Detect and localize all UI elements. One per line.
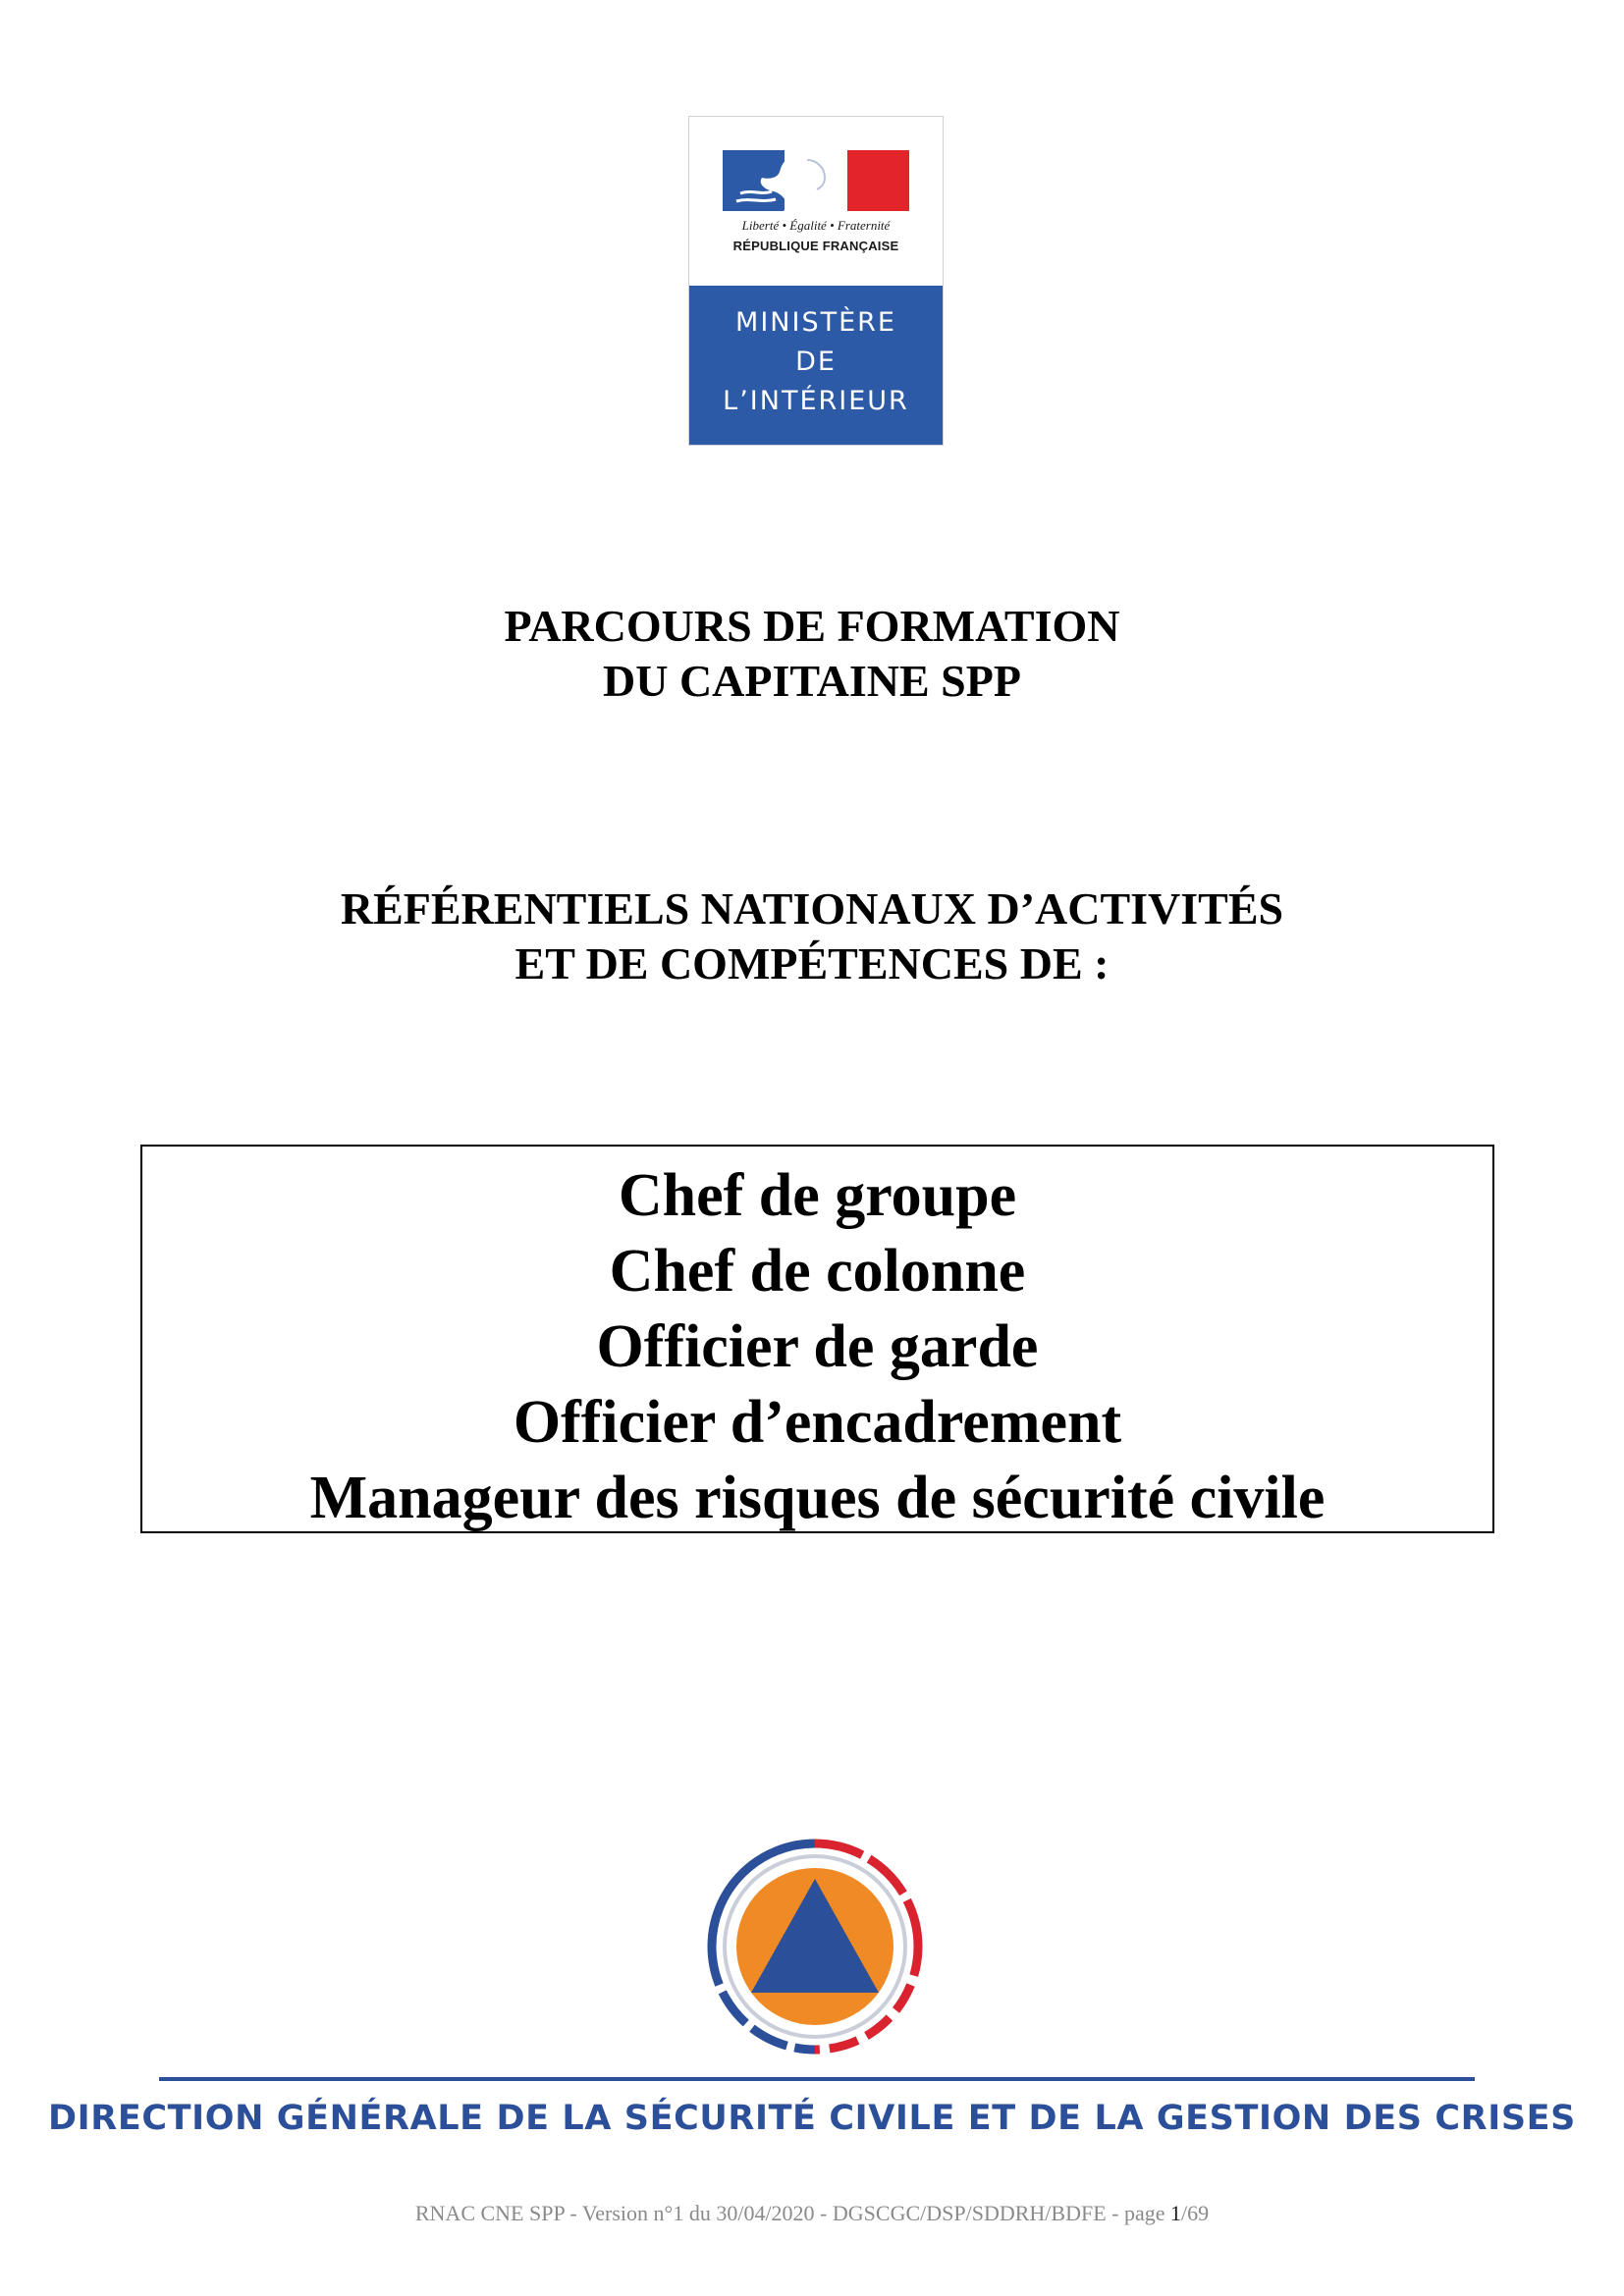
role-item: Chef de groupe: [618, 1162, 1017, 1229]
role-item: Officier de garde: [596, 1313, 1039, 1380]
direction-rule: [159, 2077, 1475, 2081]
roles-list: [142, 1158, 1492, 1536]
ministry-line-1: MINISTÈRE: [735, 307, 896, 338]
page-subtitle: [0, 881, 1624, 991]
republic-name: RÉPUBLIQUE FRANÇAISE: [732, 239, 899, 253]
roles-box: [140, 1145, 1494, 1533]
subtitle-line-1: RÉFÉRENTIELS NATIONAUX D’ACTIVITÉS: [340, 883, 1284, 934]
page-footer: [0, 2201, 1624, 2226]
role-item: Chef de colonne: [609, 1238, 1026, 1305]
page-number: 1: [1169, 2201, 1181, 2225]
role-item: Manageur des risques de sécurité civile: [309, 1465, 1326, 1531]
ministry-logo: [688, 116, 944, 446]
marianne-flag-icon: [723, 150, 909, 211]
title-line-1: PARCOURS DE FORMATION: [504, 601, 1120, 651]
subtitle-line-2: ET DE COMPÉTENCES DE :: [514, 938, 1110, 988]
direction-title: DIRECTION GÉNÉRALE DE LA SÉCURITÉ CIVILE ET DE LA GESTION DES CRISES: [48, 2099, 1576, 2138]
role-item: Officier d’encadrement: [513, 1389, 1122, 1456]
page-total: /69: [1180, 2201, 1210, 2225]
ministry-panel: [689, 286, 943, 445]
ministry-line-3: L’INTÉRIEUR: [723, 386, 909, 416]
title-line-2: DU CAPITAINE SPP: [603, 656, 1021, 706]
ministry-line-2: DE: [795, 347, 837, 377]
civil-security-emblem-icon: [704, 1836, 926, 2057]
republic-motto: Liberté • Égalité • Fraternité: [741, 218, 891, 233]
page-title: [0, 599, 1624, 709]
footer-text: RNAC CNE SPP - Version n°1 du 30/04/2020 - DGSCGC/DSP/SDDRH/BDFE - page: [414, 2201, 1170, 2225]
